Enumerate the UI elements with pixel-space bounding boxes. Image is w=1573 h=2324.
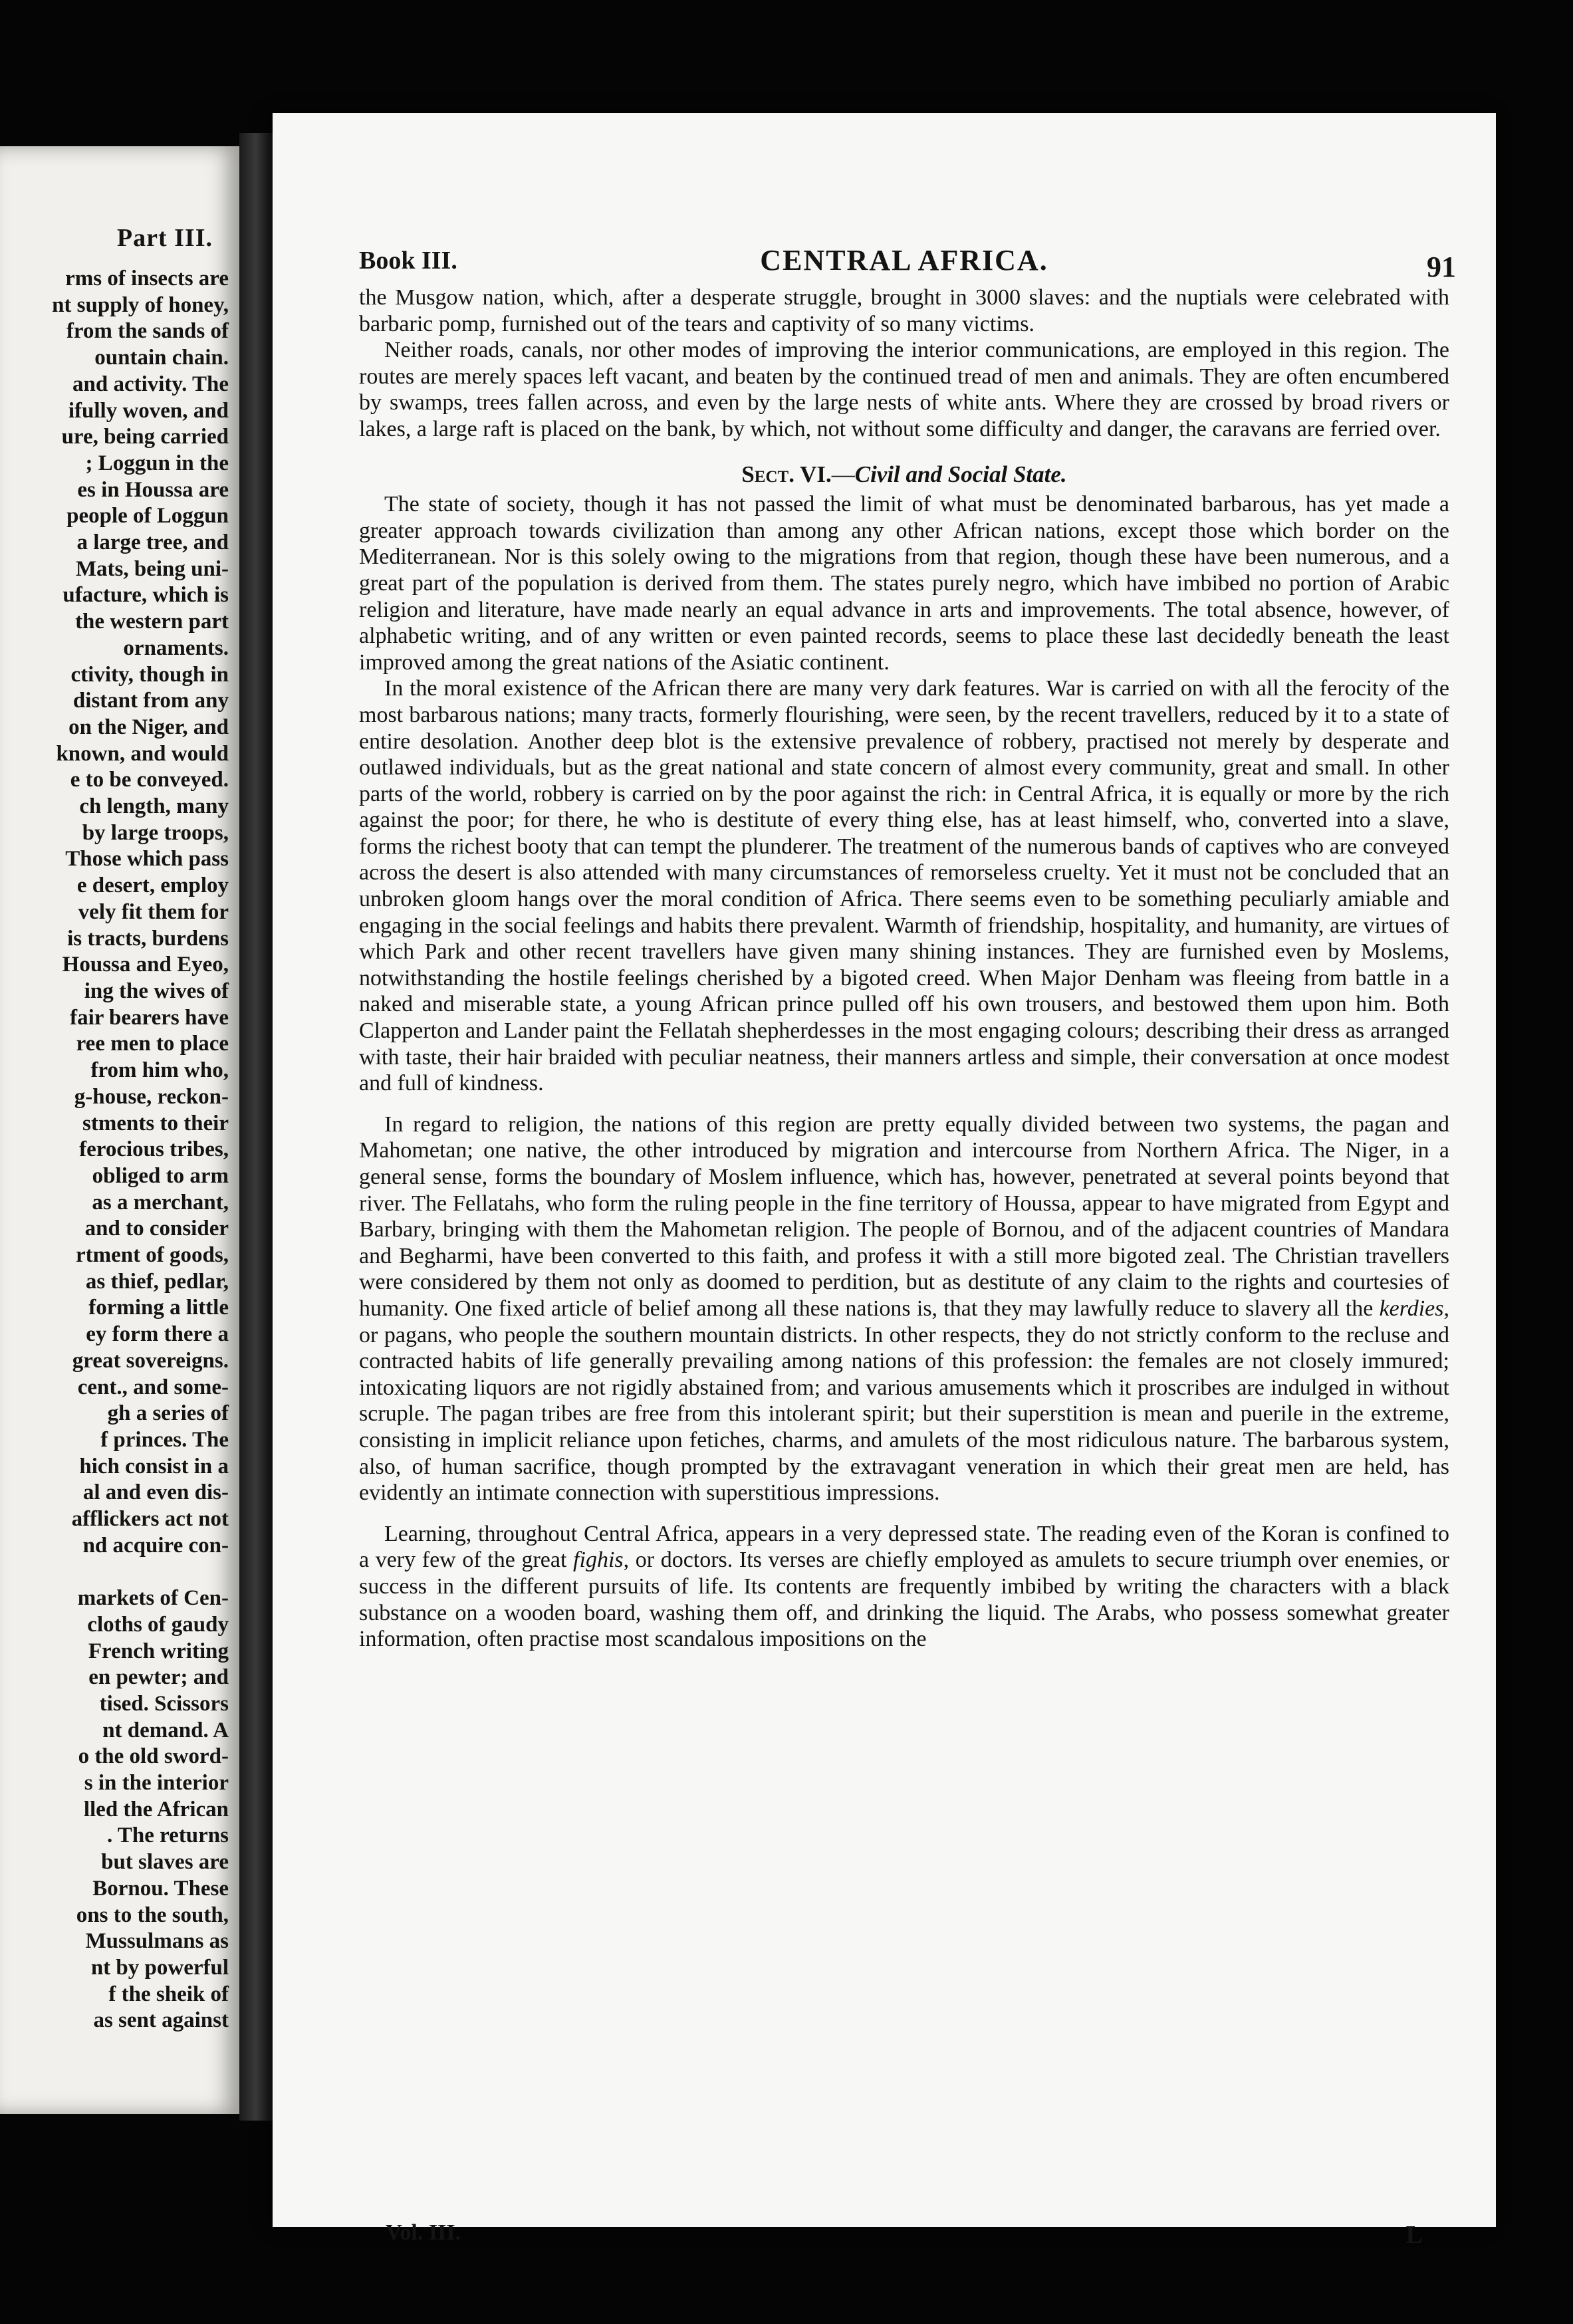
left-page-line: markets of Cen- bbox=[77, 1586, 229, 1611]
book-label: Book III. bbox=[359, 247, 457, 275]
left-page-line: e to be conveyed. bbox=[70, 768, 229, 792]
left-page-line: o the old sword- bbox=[78, 1744, 229, 1769]
left-page-line: Mussulmans as bbox=[85, 1929, 229, 1954]
left-page bbox=[0, 146, 239, 2114]
left-page-line: ree men to place bbox=[76, 1032, 229, 1056]
right-page bbox=[273, 113, 1496, 2249]
left-page-line: from the sands of bbox=[66, 319, 229, 344]
left-page-line: ing the wives of bbox=[84, 979, 229, 1003]
left-page-line: known, and would bbox=[56, 741, 229, 766]
section-dash: — bbox=[831, 461, 855, 487]
left-page-line: al and even dis- bbox=[82, 1480, 229, 1505]
left-page-line: vely fit them for bbox=[78, 899, 229, 924]
left-page-line: by large troops, bbox=[82, 820, 229, 845]
left-page-line: ountain chain. bbox=[94, 346, 229, 370]
running-head bbox=[359, 244, 1456, 286]
left-page-line: from him who, bbox=[90, 1058, 229, 1083]
page-footer bbox=[359, 2220, 1449, 2254]
paragraph-2: Neither roads, canals, nor other modes of improving the interior communications, are employed in this region. The routes are merely spaces left vacant, and beaten by the continued tread of men and animals. They are often encumbered by swamps, trees fallen across, and even by the large nests of white ants. Where they are crossed by broad rivers or lakes, a large raft is placed on the bank, by which, not without some difficulty and danger, the caravans are ferried over. bbox=[359, 338, 1449, 441]
left-page-line: g-house, reckon- bbox=[74, 1084, 229, 1109]
left-page-line: rms of insects are bbox=[65, 267, 229, 290]
left-page-line: Houssa and Eyeo, bbox=[62, 953, 229, 977]
left-page-line: cloths of gaudy bbox=[87, 1612, 229, 1637]
left-running-head: Part III. bbox=[116, 224, 213, 252]
left-page-line: cent., and some- bbox=[77, 1375, 229, 1399]
left-page-line: ch length, many bbox=[79, 794, 229, 819]
left-page-line: . The returns bbox=[106, 1823, 229, 1848]
left-page-line: nt demand. A bbox=[102, 1718, 229, 1742]
section-title: Civil and Social State. bbox=[854, 461, 1067, 487]
main-text bbox=[359, 285, 1449, 1653]
paragraph-5-part-b: , or pagans, who people the southern mountain districts. In other respects, they do not strictly conform to the recluse and contracted habits of life generally prevailing among nations of this profession: the females are not closely immured; intoxicating liquors are not rigidly abstained from; and various amusements which it proscribes are indulged in without scruple. The pagan tribes are free from this intolerant spirit; but their superstition is mean and puerile in the extreme, consisting in implicit reliance upon fetiches, charms, and amulets of the most ridiculous nature. The barbarous system, also, of human sacrifice, though prompted by the extravagant veneration in which their great men are held, has evidently an intimate connection with superstitious impressions. bbox=[359, 1296, 1449, 1506]
left-page-line: ifully woven, and bbox=[68, 398, 229, 423]
left-page-line: f princes. The bbox=[100, 1427, 229, 1452]
left-page-line: Those which pass bbox=[65, 847, 229, 872]
left-page-line: afflickers act not bbox=[71, 1507, 229, 1532]
left-page-line: nt supply of honey, bbox=[52, 292, 229, 317]
left-page-line: lled the African bbox=[83, 1797, 229, 1821]
left-page-line: great sovereigns. bbox=[72, 1348, 229, 1373]
section-label: Sect. VI. bbox=[741, 461, 832, 487]
left-page-line: as thief, pedlar, bbox=[85, 1269, 229, 1294]
paragraph-6-part-b: , or doctors. Its verses are chiefly employed as amulets to secure triumph over enemies, or success in the different pursuits of life. Its contents are frequently imbibed by writing the characters with a black substance on a wooden board, washing them off, and drinking the liquid. The Arabs, who possess somewhat greater information, often practise most scandalous impositions on the bbox=[359, 1548, 1450, 1652]
left-page-line: ufacture, which is bbox=[62, 583, 229, 608]
left-page-line: nd acquire con- bbox=[82, 1533, 229, 1558]
left-page-line: gh a series of bbox=[107, 1401, 229, 1426]
left-page-text bbox=[0, 266, 229, 2034]
left-page-line: f the sheik of bbox=[108, 1982, 229, 2006]
left-page-line: stments to their bbox=[82, 1111, 229, 1135]
left-page-line: Bornou. These bbox=[92, 1876, 229, 1901]
left-page-line: rtment of goods, bbox=[75, 1243, 229, 1268]
left-page-line: French writing bbox=[88, 1639, 229, 1663]
left-page-line: s in the interior bbox=[84, 1771, 229, 1796]
left-page-line: people of Loggun bbox=[66, 504, 229, 528]
left-page-line: ctivity, though in bbox=[70, 662, 229, 687]
left-page-line bbox=[0, 1559, 229, 1585]
paragraph-6-part-a: Learning, throughout Central Africa, appears in a very depressed state. The reading even of the Koran is confined to a very few of the great bbox=[359, 1521, 1449, 1573]
left-page-line: ey form there a bbox=[86, 1322, 229, 1347]
left-page-line: ; Loggun in the bbox=[85, 451, 229, 475]
section-heading bbox=[359, 461, 1449, 488]
left-page-line: the western part bbox=[75, 610, 229, 634]
paragraph-1: the Musgow nation, which, after a desperate struggle, brought in 3000 slaves: and the nuptials were celebrated with barbaric pomp, furnished out of the tears and captivity of so many victims. bbox=[359, 285, 1449, 336]
left-page-line: e desert, employ bbox=[76, 873, 229, 898]
left-page-line: nt by powerful bbox=[90, 1956, 229, 1980]
paragraph-5-italic: kerdies bbox=[1379, 1296, 1444, 1321]
paragraph-6-italic: fighis bbox=[573, 1548, 624, 1573]
paragraph-5 bbox=[359, 1111, 1449, 1506]
left-page-line: tised. Scissors bbox=[99, 1691, 229, 1716]
left-page-line: a large tree, and bbox=[76, 530, 229, 555]
left-page-line: Mats, being uni- bbox=[75, 556, 229, 581]
left-page-line: es in Houssa are bbox=[77, 477, 229, 502]
left-page-line: ferocious tribes, bbox=[79, 1137, 229, 1162]
left-page-line: as sent against bbox=[93, 2008, 229, 2033]
left-page-line: fair bearers have bbox=[70, 1005, 229, 1030]
left-page-line: but slaves are bbox=[101, 1850, 229, 1875]
left-page-line: ons to the south, bbox=[76, 1903, 229, 1927]
left-page-line: forming a little bbox=[88, 1296, 229, 1320]
paragraph-3: The state of society, though it has not passed the limit of what must be denominated barbarous, has yet made a greater approach towards civilization than among any other African nations, except those which border on the Mediterranean. Nor is this solely owing to the migrations from that region, though these have been numerous, and a great part of the population is derived from them. The states purely negro, which have imbibed no portion of Arabic religion and literature, have made nearly an equal advance in arts and improvements. The total absence, however, of alphabetic writing, and of any written or even painted records, seems to place these last decidedly beneath the least improved among the great nations of the Asiatic continent. bbox=[359, 492, 1449, 675]
left-page-line: and activity. The bbox=[72, 372, 229, 396]
paragraph-4: In the moral existence of the African there are many very dark features. War is carried on with all the ferocity of the most barbarous nations; many tracts, formerly flourishing, were seen, by the recent travellers, reduced by it to a state of entire desolation. Another deep blot is the extensive prevalence of robbery, practised not merely by desperate and outlawed individuals, but as the great national and state concern of almost every community, great and small. In other parts of the world, robbery is carried on by the poor against the rich: in Central Africa, it is equally or more by the rich against the poor; for there, he who is destitute of every thing else, has at least himself, who, converted into a slave, forms the richest booty that can tempt the plunderer. The treatment of the numerous bands of captives who are conveyed across the desert is also attended with many circumstances of remorseless cruelty. Yet it must not be concluded that an unbroken gloom hangs over the moral condition of Africa. There seems even to be something peculiarly amiable and engaging in the social feelings and habits there prevalent. Warmth of friendship, hospitality, and humanity, are virtues of which Park and other recent travellers have given many shining instances. They are furnished even by Moslems, notwithstanding the hostile feelings cherished by a bigoted creed. When Major Denham was fleeing from battle in a naked and miserable state, a young African prince pulled off his own trousers, and bestowed them upon him. Both Clapperton and Lander paint the Fellatah shepherdesses in the most engaging colours; describing their dress as arranged with taste, their hair braided with peculiar neatness, their manners artless and simple, their conversation at once modest and full of kindness. bbox=[359, 676, 1449, 1096]
page-number: 91 bbox=[1427, 251, 1456, 283]
left-page-line: hich consist in a bbox=[79, 1454, 229, 1478]
left-page-line: on the Niger, and bbox=[68, 715, 229, 739]
left-page-line: as a merchant, bbox=[92, 1190, 229, 1215]
left-page-line: and to consider bbox=[84, 1217, 229, 1241]
signature-mark: L bbox=[1405, 2221, 1423, 2249]
left-page-line: distant from any bbox=[72, 689, 229, 713]
volume-label: Vol. III. bbox=[386, 2220, 461, 2245]
paragraph-6 bbox=[359, 1521, 1449, 1653]
left-page-line: en pewter; and bbox=[88, 1665, 229, 1690]
page-title: CENTRAL AFRICA. bbox=[760, 244, 1048, 277]
paragraph-5-part-a: In regard to religion, the nations of this region are pretty equally divided between two systems, the pagan and Mahometan; one native, the other introduced by migration and intercourse from Northern Africa. The Niger, in a general sense, forms the boundary of Moslem influence, which has, however, penetrated at several points beyond that river. The Fellatahs, who form the ruling people in the fine territory of Houssa, appear to have migrated from Egypt and Barbary, bringing with them the Mahometan religion. The people of Bornou, and of the adjacent countries of Mandara and Begharmi, have been converted to this faith, and profess it with a still more bigoted zeal. The Christian travellers were considered by them not only as doomed to perdition, but as destitute of any claim to the rights and courtesies of humanity. One fixed article of belief among all these nations is, that they may lawfully reduce to slavery all the bbox=[359, 1111, 1449, 1321]
left-page-line: is tracts, burdens bbox=[67, 926, 229, 951]
left-page-line: ure, being carried bbox=[61, 425, 229, 449]
left-page-line: ornaments. bbox=[123, 636, 229, 660]
left-page-line: obliged to arm bbox=[92, 1163, 229, 1188]
